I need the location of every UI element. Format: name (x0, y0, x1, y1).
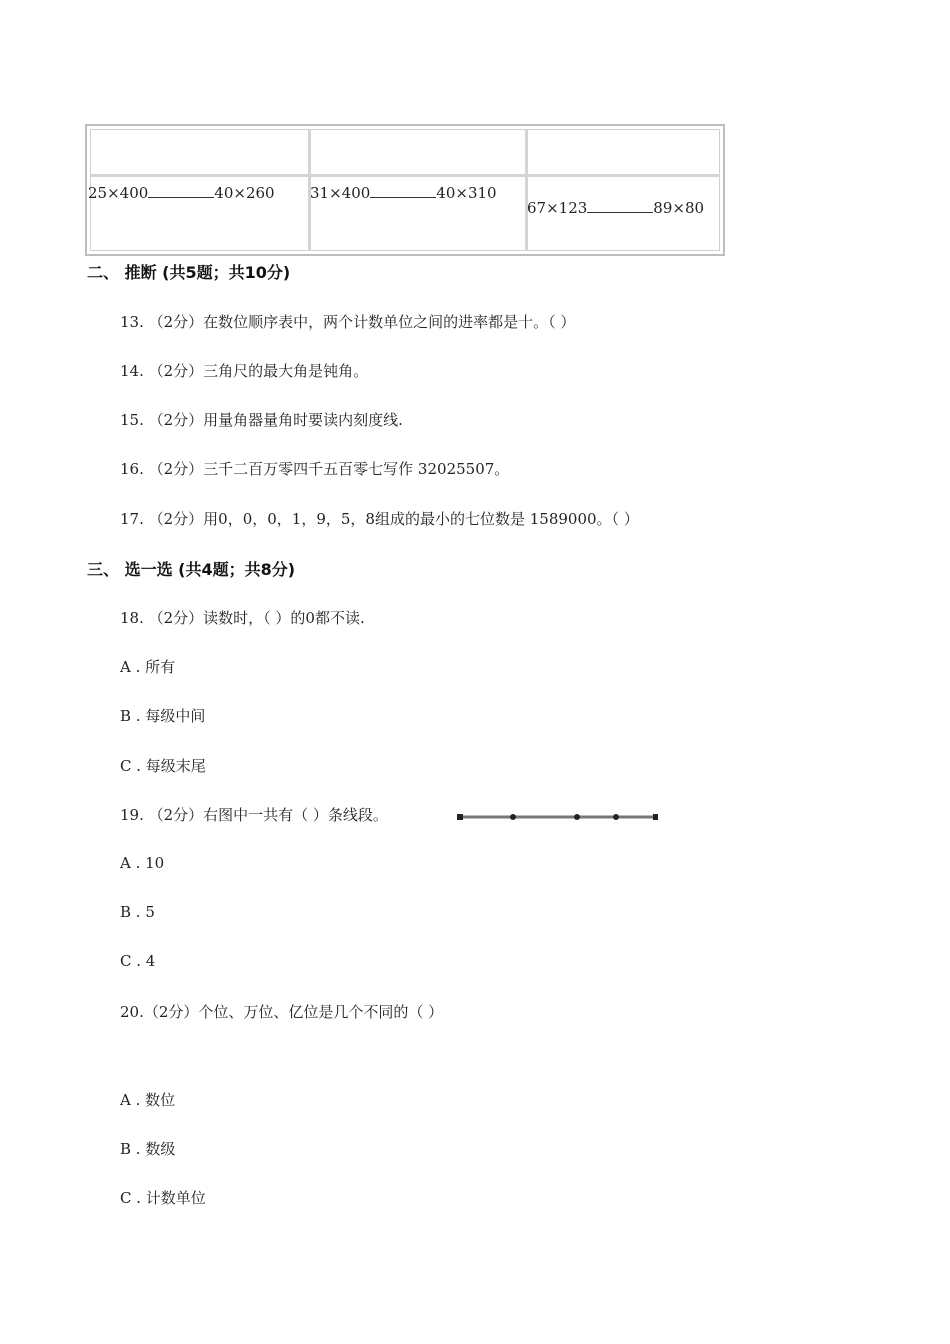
answer-blank[interactable] (148, 185, 214, 198)
table-col-divider (525, 129, 528, 251)
answer-blank[interactable] (587, 200, 653, 213)
option-a[interactable]: A . 10 (120, 854, 165, 872)
option-c[interactable]: C . 每级末尾 (120, 757, 206, 775)
table-cell (310, 184, 497, 202)
cell-right-expression: 89×80 (653, 199, 705, 217)
table-cell (527, 199, 704, 217)
answer-blank[interactable] (370, 185, 436, 198)
cell-left-expression: 67×123 (527, 199, 588, 217)
segment-point (574, 814, 580, 820)
table-row-divider (90, 174, 720, 177)
cell-right-expression: 40×310 (436, 184, 497, 202)
section-heading: 二、 推断 (共5题；共10分) (87, 263, 291, 282)
option-b[interactable]: B . 每级中间 (120, 707, 206, 725)
question-14: 14. （2分）三角尺的最大角是钝角。 (120, 362, 369, 380)
option-a[interactable]: A . 数位 (120, 1091, 176, 1109)
question-20: 20.（2分）个位、万位、亿位是几个不同的（ ） (120, 1003, 444, 1021)
question-13: 13. （2分）在数位顺序表中，两个计数单位之间的进率都是十。（ ） (120, 313, 576, 331)
segment-endpoint (653, 814, 658, 820)
cell-right-expression: 40×260 (214, 184, 275, 202)
option-a[interactable]: A . 所有 (120, 658, 176, 676)
cell-left-expression: 31×400 (310, 184, 371, 202)
line-segment-figure (456, 810, 660, 824)
comparison-table (85, 124, 725, 256)
option-c[interactable]: C . 4 (120, 952, 156, 970)
cell-left-expression: 25×400 (88, 184, 149, 202)
question-15: 15. （2分）用量角器量角时要读内刻度线. (120, 411, 403, 429)
segment-point (510, 814, 516, 820)
question-19: 19. （2分）右图中一共有（ ）条线段。 (120, 806, 388, 824)
option-c[interactable]: C . 计数单位 (120, 1189, 206, 1207)
question-17: 17. （2分）用0，0，0，1，9，5，8组成的最小的七位数是 1589000。（ ） (120, 510, 639, 528)
segment-endpoint (457, 814, 463, 820)
option-b[interactable]: B . 数级 (120, 1140, 176, 1158)
question-16: 16. （2分）三千二百万零四千五百零七写作 32025507。 (120, 460, 510, 478)
section-heading: 三、 选一选 (共4题；共8分) (87, 560, 296, 579)
table-cell (88, 184, 275, 202)
segment-point (613, 814, 619, 820)
option-b[interactable]: B . 5 (120, 903, 155, 921)
question-18: 18. （2分）读数时，（ ）的0都不读. (120, 609, 365, 627)
